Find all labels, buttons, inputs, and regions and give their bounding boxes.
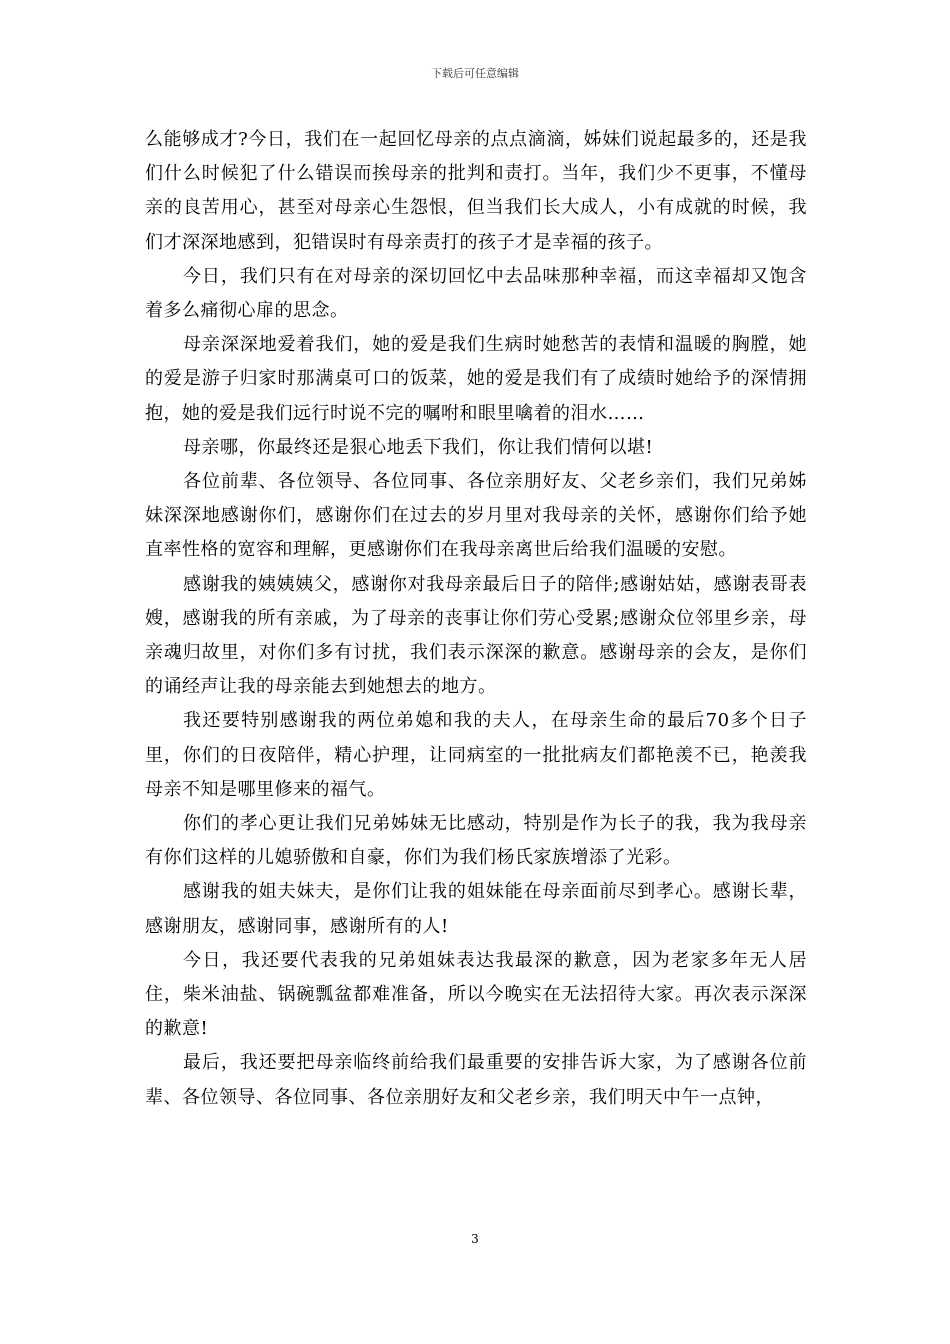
paragraph: 你们的孝心更让我们兄弟姊妹无比感动，特别是作为长子的我，我为我母亲有你们这样的儿媳骄傲和自豪，你们为我们杨氏家族增添了光彩。	[145, 813, 807, 869]
paragraph: 我还要特别感谢我的两位弟媳和我的夫人，在母亲生命的最后70多个日子里，你们的日夜陪伴，精心护理，让同病室的一批批病友们都艳羡不已，艳羡我母亲不知是哪里修来的福气。	[145, 710, 807, 800]
paragraph: 么能够成才?今日，我们在一起回忆母亲的点点滴滴，姊妹们说起最多的，还是我们什么时候犯了什么错误而挨母亲的批判和责打。当年，我们少不更事，不懂母亲的良苦用心，甚至对母亲心生怨恨，但当我们长大成人，小有成就的时候，我们才深深地感到，犯错误时有母亲责打的孩子才是幸福的孩子。	[145, 129, 807, 253]
paragraph: 各位前辈、各位领导、各位同事、各位亲朋好友、父老乡亲们，我们兄弟姊妹深深地感谢你们，感谢你们在过去的岁月里对我母亲的关怀，感谢你们给予她直率性格的宽容和理解，更感谢你们在我母亲离世后给我们温暖的安慰。	[145, 471, 807, 561]
document-body	[145, 123, 807, 1115]
paragraph: 今日，我还要代表我的兄弟姐妹表达我最深的歉意，因为老家多年无人居住，柴米油盐、锅碗瓢盆都难准备，所以今晚实在无法招待大家。再次表示深深的歉意!	[145, 949, 807, 1040]
paragraph: 今日，我们只有在对母亲的深切回忆中去品味那种幸福，而这幸福却又饱含着多么痛彻心扉的思念。	[145, 265, 807, 322]
paragraph: 母亲深深地爱着我们，她的爱是我们生病时她愁苦的表情和温暖的胸膛，她的爱是游子归家时那满桌可口的饭菜，她的爱是我们有了成绩时她给予的深情拥抱，她的爱是我们远行时说不完的嘱咐和眼里噙着的泪水……	[145, 334, 807, 424]
paragraph: 感谢我的姐夫妹夫，是你们让我的姐妹能在母亲面前尽到孝心。感谢长辈，感谢朋友，感谢同事，感谢所有的人!	[145, 881, 807, 937]
paragraph: 最后，我还要把母亲临终前给我们最重要的安排告诉大家，为了感谢各位前辈、各位领导、各位同事、各位亲朋好友和父老乡亲，我们明天中午一点钟，	[145, 1052, 807, 1108]
page-number: 3	[471, 1232, 479, 1246]
paragraph: 感谢我的姨姨姨父，感谢你对我母亲最后日子的陪伴;感谢姑姑，感谢表哥表嫂，感谢我的所有亲戚，为了母亲的丧事让你们劳心受累;感谢众位邻里乡亲，母亲魂归故里，对你们多有讨扰，我们表示深深的歉意。感谢母亲的会友，是你们的诵经声让我的母亲能去到她想去的地方。	[145, 573, 807, 698]
page-header: 下载后可任意编辑	[431, 67, 519, 80]
paragraph: 母亲哪，你最终还是狠心地丢下我们，你让我们情何以堪!	[183, 436, 654, 458]
